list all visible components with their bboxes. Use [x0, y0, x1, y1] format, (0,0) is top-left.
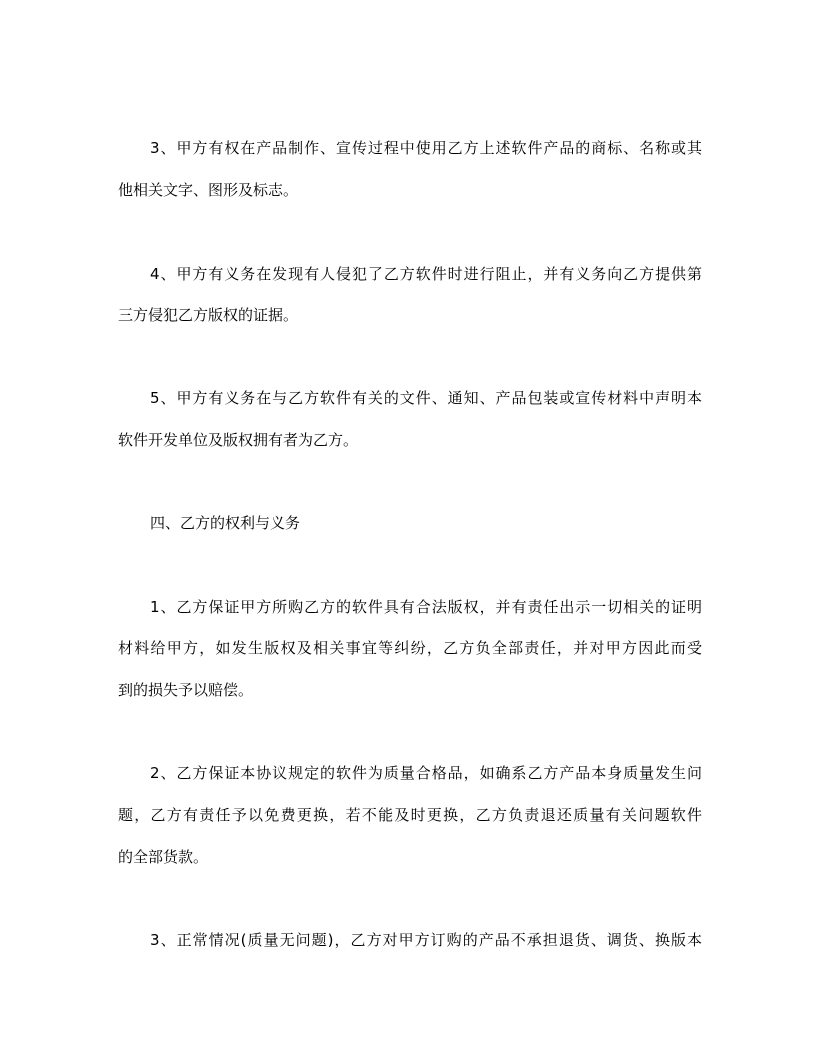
paragraph-line: 三方侵犯乙方版权的证据。 — [118, 306, 299, 324]
paragraph-line: 到的损失予以赔偿。 — [118, 681, 254, 699]
paragraph-line: 4、甲方有义务在发现有人侵犯了乙方软件时进行阻止，并有义务向乙方提供第 — [150, 265, 702, 283]
paragraph-line: 题，乙方有责任予以免费更换，若不能及时更换，乙方负责退还质量有关问题软件 — [118, 806, 702, 824]
paragraph-line: 1、乙方保证甲方所购乙方的软件具有合法版权，并有责任出示一切相关的证明 — [150, 598, 702, 616]
paragraph-line: 2、乙方保证本协议规定的软件为质量合格品，如确系乙方产品本身质量发生问 — [150, 764, 702, 782]
paragraph-line: 材料给甲方，如发生版权及相关事宜等纠纷，乙方负全部责任，并对甲方因此而受 — [118, 639, 702, 657]
paragraph-line: 5、甲方有义务在与乙方软件有关的文件、通知、产品包装或宣传材料中声明本 — [150, 389, 702, 407]
paragraph-line: 的全部货款。 — [118, 848, 209, 866]
paragraph-line: 软件开发单位及版权拥有者为乙方。 — [118, 431, 359, 449]
section-heading: 四、乙方的权利与义务 — [150, 514, 301, 532]
paragraph-line: 他相关文字、图形及标志。 — [118, 181, 299, 199]
paragraph-line: 3、甲方有权在产品制作、宣传过程中使用乙方上述软件产品的商标、名称或其 — [150, 139, 702, 157]
paragraph-line: 3、正常情况(质量无问题)，乙方对甲方订购的产品不承担退货、调货、换版本 — [150, 931, 702, 949]
